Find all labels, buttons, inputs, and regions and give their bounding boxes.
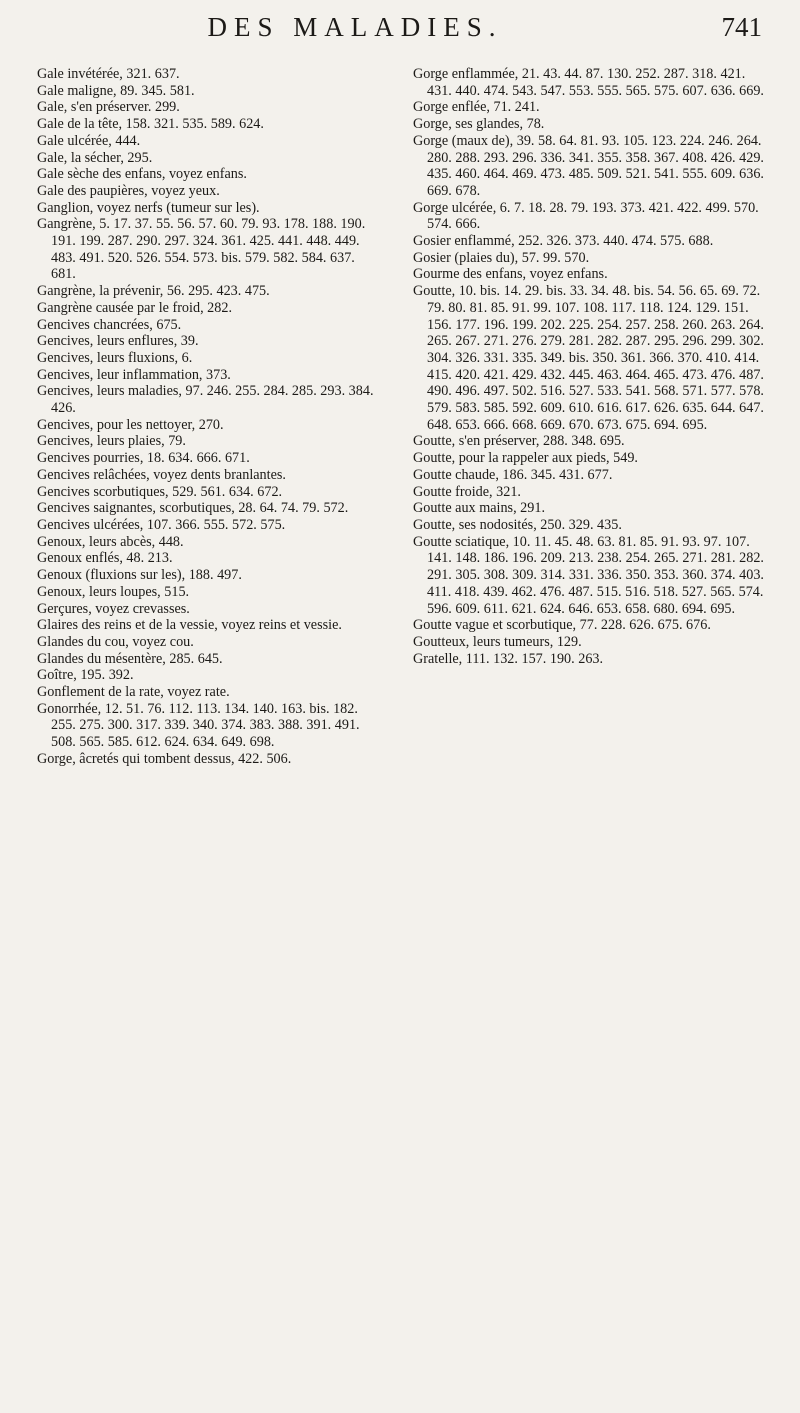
index-entry: Gale invétérée, 321. 637.	[37, 66, 180, 82]
index-entry: Gale maligne, 89. 345. 581.	[37, 82, 195, 99]
index-entry: Gale, s'en préserver. 299.	[37, 99, 180, 116]
index-entry: Goutte chaude, 186. 345. 431. 677.	[413, 466, 613, 483]
index-entry: Gangrène, 5. 17. 37. 55. 56. 57. 60. 79. 93. 178. 188. 190. 191. 199. 287. 290. 297. 324. 361. 425. 441. 448. 449. 483. 491. 520. 526. 554. 573. bis. 579. 582. 584. 637. 681.	[37, 216, 366, 283]
index-entry: Goutte, ses nodosités, 250. 329. 435.	[413, 516, 622, 533]
index-entry: Gale de la tête, 158. 321. 535. 589. 624.	[37, 116, 264, 133]
index-entry: Gencives ulcérées, 107. 366. 555. 572. 575.	[37, 516, 286, 533]
index-entry: Gorge enflammée, 21. 43. 44. 87. 130. 252. 287. 318. 421. 431. 440. 474. 543. 547. 553. 555. 565. 575. 607. 636. 669.	[413, 66, 764, 99]
index-entry: Glandes du mésentère, 285. 645.	[37, 650, 223, 667]
index-entry: Gorge, âcretés qui tombent dessus, 422. 506.	[37, 750, 292, 767]
index-entry: Glaires des reins et de la vessie, voyez reins et vessie.	[37, 617, 342, 634]
index-entry: Gencives, leur inflammation, 373.	[37, 366, 231, 383]
index-entry: Gencives scorbutiques, 529. 561. 634. 672.	[37, 483, 283, 500]
index-entry: Gencives saignantes, scorbutiques, 28. 64. 74. 79. 572.	[37, 500, 349, 517]
index-entry: Gale ulcérée, 444.	[37, 132, 141, 149]
index-entry: Gosier (plaies du), 57. 99. 570.	[413, 249, 590, 266]
index-entry: Gourme des enfans, voyez enfans.	[413, 266, 608, 283]
index-entry: Goître, 195. 392.	[37, 667, 134, 684]
index-entry: Gencives, leurs enflures, 39.	[37, 333, 199, 350]
page-number: 741	[721, 12, 762, 42]
index-entry: Gale, la sécher, 295.	[37, 149, 153, 166]
index-entry: Gale des paupières, voyez yeux.	[37, 182, 220, 199]
index-entry: Goutte vague et scorbutique, 77. 228. 626. 675. 676.	[413, 617, 711, 634]
index-entry: Goutteux, leurs tumeurs, 129.	[413, 633, 582, 650]
index-entry: Gorge, ses glandes, 78.	[413, 116, 545, 133]
index-entry: Gorge enflée, 71. 241.	[413, 99, 540, 116]
index-entry: Glandes du cou, voyez cou.	[37, 633, 194, 650]
index-entry: Gorge ulcérée, 6. 7. 18. 28. 79. 193. 373. 421. 422. 499. 570. 574. 666.	[413, 199, 759, 233]
index-entry: Gonflement de la rate, voyez rate.	[37, 684, 230, 701]
index-entry: Goutte froide, 321.	[413, 483, 521, 500]
index-entry: Genoux enflés, 48. 213.	[37, 550, 173, 567]
index-entry: Genoux, leurs abcès, 448.	[37, 533, 184, 550]
index-entry: Gonorrhée, 12. 51. 76. 112. 113. 134. 140. 163. bis. 182. 255. 275. 300. 317. 339. 340. 374. 383. 388. 391. 491. 508. 565. 585. 612. 624. 634. 649. 698.	[37, 700, 360, 751]
index-entry: Gencives, leurs fluxions, 6.	[37, 349, 193, 366]
index-entry: Goutte, s'en préserver, 288. 348. 695.	[413, 433, 625, 450]
index-entry: Gratelle, 111. 132. 157. 190. 263.	[413, 650, 604, 667]
index-entry: Genoux, leurs loupes, 515.	[37, 583, 190, 600]
index-column-left	[37, 66, 382, 768]
index-entry: Goutte, pour la rappeler aux pieds, 549.	[413, 450, 638, 467]
page-header	[0, 10, 800, 50]
index-entry: Goutte aux mains, 291.	[413, 500, 546, 517]
index-entry: Gencives, leurs maladies, 97. 246. 255. 284. 285. 293. 384. 426.	[37, 383, 374, 417]
index-entry: Gencives, leurs plaies, 79.	[37, 433, 186, 450]
index-entry: Goutte sciatique, 10. 11. 45. 48. 63. 81. 85. 91. 93. 97. 107. 141. 148. 186. 196. 209. 213. 238. 254. 265. 271. 281. 282. 291. 305. 308. 309. 314. 331. 336. 350. 353. 360. 374. 403. 411. 418. 439. 462. 476. 487. 515. 516. 518. 527. 565. 574. 596. 609. 611. 621. 624. 646. 653. 658. 680. 694. 695.	[413, 533, 764, 617]
index-entry: Gale sèche des enfans, voyez enfans.	[37, 166, 247, 183]
running-title: DES MALADIES.	[207, 12, 503, 42]
index-column-right	[413, 66, 765, 667]
index-entry: Gangrène causée par le froid, 282.	[37, 299, 232, 316]
index-entry: Goutte, 10. bis. 14. 29. bis. 33. 34. 48. bis. 54. 56. 65. 69. 72. 79. 80. 81. 85. 91. 99. 107. 108. 117. 118. 124. 129. 151. 156. 177. 196. 199. 202. 225. 254. 257. 258. 260. 263. 264. 265. 267. 271. 276. 279. 281. 282. 287. 295. 296. 299. 302. 304. 326. 331. 335. 349. bis. 350. 361. 366. 370. 410. 414. 415. 420. 421. 429. 432. 445. 463. 464. 465. 473. 476. 487. 490. 496. 497. 502. 516. 527. 533. 541. 568. 571. 577. 578. 579. 583. 585. 592. 609. 610. 616. 617. 626. 635. 644. 647. 648. 653. 666. 668. 669. 670. 673. 675. 694. 695.	[413, 283, 764, 433]
index-entry: Gangrène, la prévenir, 56. 295. 423. 475.	[37, 283, 270, 300]
index-entry: Gencives chancrées, 675.	[37, 316, 182, 333]
index-entry: Gencives, pour les nettoyer, 270.	[37, 416, 224, 433]
index-entry: Gosier enflammé, 252. 326. 373. 440. 474. 575. 688.	[413, 233, 714, 250]
index-entry: Gencives relâchées, voyez dents branlantes.	[37, 466, 286, 483]
index-entry: Gerçures, voyez crevasses.	[37, 600, 190, 617]
index-entry: Ganglion, voyez nerfs (tumeur sur les).	[37, 199, 260, 216]
index-entry: Gorge (maux de), 39. 58. 64. 81. 93. 105. 123. 224. 246. 264. 280. 288. 293. 296. 336. 341. 355. 358. 367. 408. 426. 429. 435. 460. 464. 469. 473. 485. 509. 521. 541. 555. 609. 636. 669. 678.	[413, 132, 764, 199]
index-entry: Gencives pourries, 18. 634. 666. 671.	[37, 450, 250, 467]
index-entry: Genoux (fluxions sur les), 188. 497.	[37, 567, 242, 584]
